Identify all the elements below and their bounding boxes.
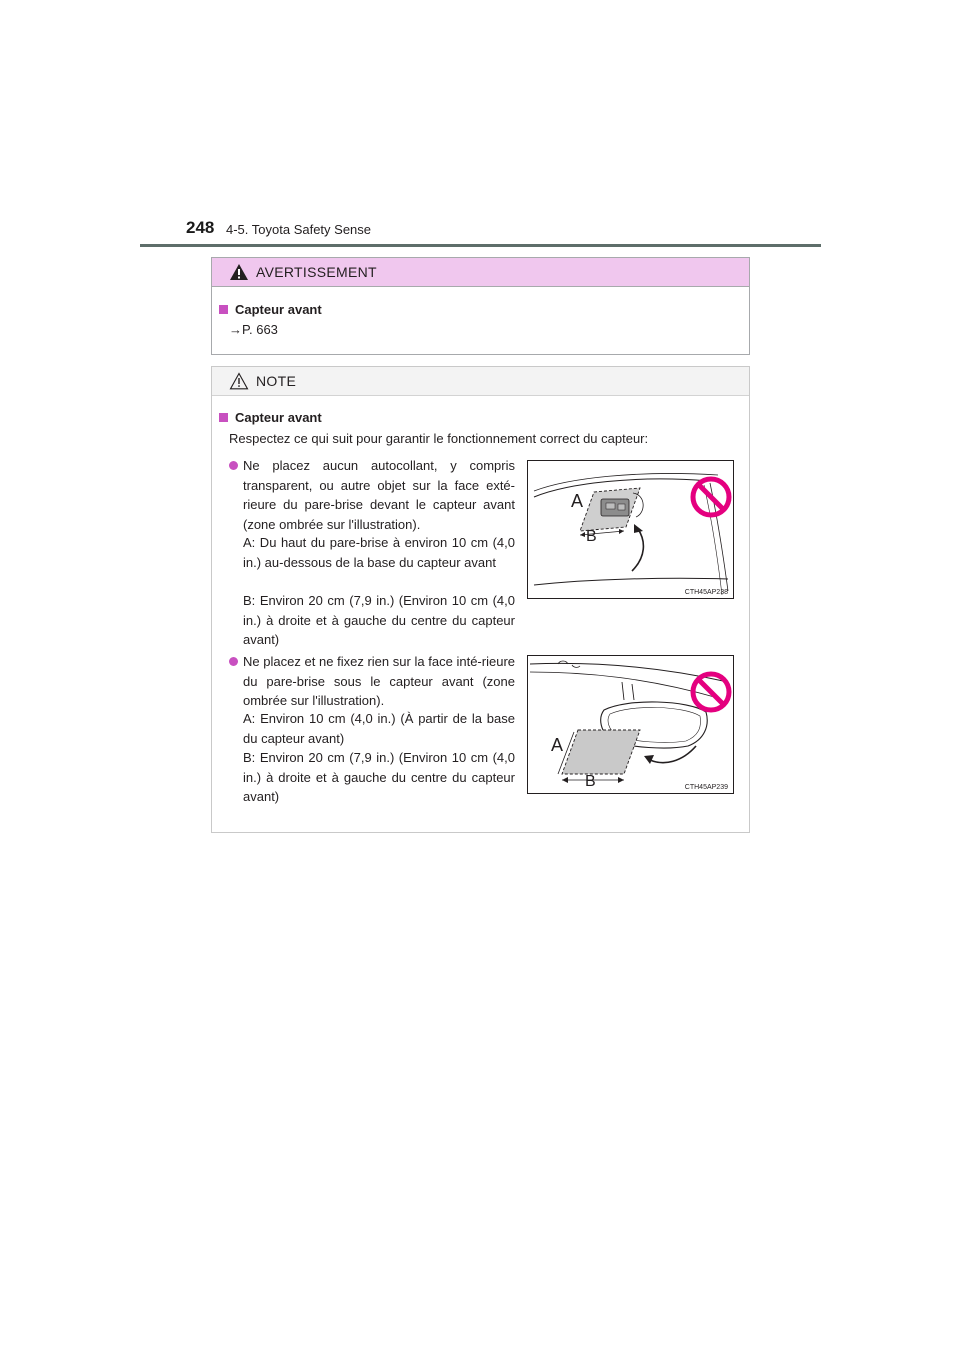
square-bullet-icon xyxy=(219,305,228,314)
figure-interior-windshield xyxy=(527,655,734,794)
note-heading: Capteur avant xyxy=(219,410,322,425)
warning-triangle-icon xyxy=(229,263,249,281)
prohibited-icon xyxy=(693,479,729,515)
warning-title: AVERTISSEMENT xyxy=(256,264,377,280)
windshield-interior-illustration xyxy=(528,656,733,793)
warning-header xyxy=(212,258,749,287)
figure-label-a: A xyxy=(571,491,584,511)
note-title: NOTE xyxy=(256,373,297,389)
figure-code: CTH45AP238 xyxy=(684,589,728,596)
item-1-detail-b: B: Environ 20 cm (7,9 in.) (Environ 10 cm (4,0 in.) à droite et à gauche du centre du capteur avant) xyxy=(243,593,515,648)
page-number: 248 xyxy=(186,218,215,237)
warning-heading: Capteur avant xyxy=(219,302,322,317)
warning-reference: →P. 663 xyxy=(229,322,278,337)
item-1-detail-a: A: Du haut du pare-brise à environ 10 cm (4,0 in.) au-dessous de la base du capteur avant xyxy=(243,535,515,570)
round-bullet-icon xyxy=(229,657,238,666)
prohibited-icon xyxy=(693,674,729,710)
figure-label-b: B xyxy=(586,528,597,545)
windshield-exterior-illustration xyxy=(528,461,733,598)
item-2-text: Ne placez et ne fixez rien sur la face inté-rieure du pare-brise sous le capteur avant (zone ombrée sur l'illustration). xyxy=(243,654,515,709)
warning-box xyxy=(211,257,750,355)
item-2-detail-b: B: Environ 20 cm (7,9 in.) (Environ 10 cm (4,0 in.) à droite et à gauche du centre du capteur avant) xyxy=(243,750,515,805)
header-rule xyxy=(140,244,821,247)
section-title: 4-5. Toyota Safety Sense xyxy=(226,222,372,237)
caution-outline-icon xyxy=(229,372,249,390)
note-box xyxy=(211,366,750,833)
square-bullet-icon xyxy=(219,413,228,422)
figure-label-b: B xyxy=(585,773,596,790)
item-2-detail-a: A: Environ 10 cm (4,0 in.) (À partir de la base du capteur avant) xyxy=(243,711,515,746)
note-intro: Respectez ce qui suit pour garantir le fonctionnement correct du capteur: xyxy=(229,431,649,446)
note-header xyxy=(212,367,749,396)
figure-exterior-windshield xyxy=(527,460,734,599)
figure-label-a: A xyxy=(551,735,564,755)
item-1-text: Ne placez aucun autocollant, y compris transparent, ou autre objet sur la face exté-rieure du pare-brise devant le capteur avant (zone ombrée sur l'illustration). xyxy=(243,458,515,532)
round-bullet-icon xyxy=(229,461,238,470)
figure-code: CTH45AP239 xyxy=(684,784,728,791)
